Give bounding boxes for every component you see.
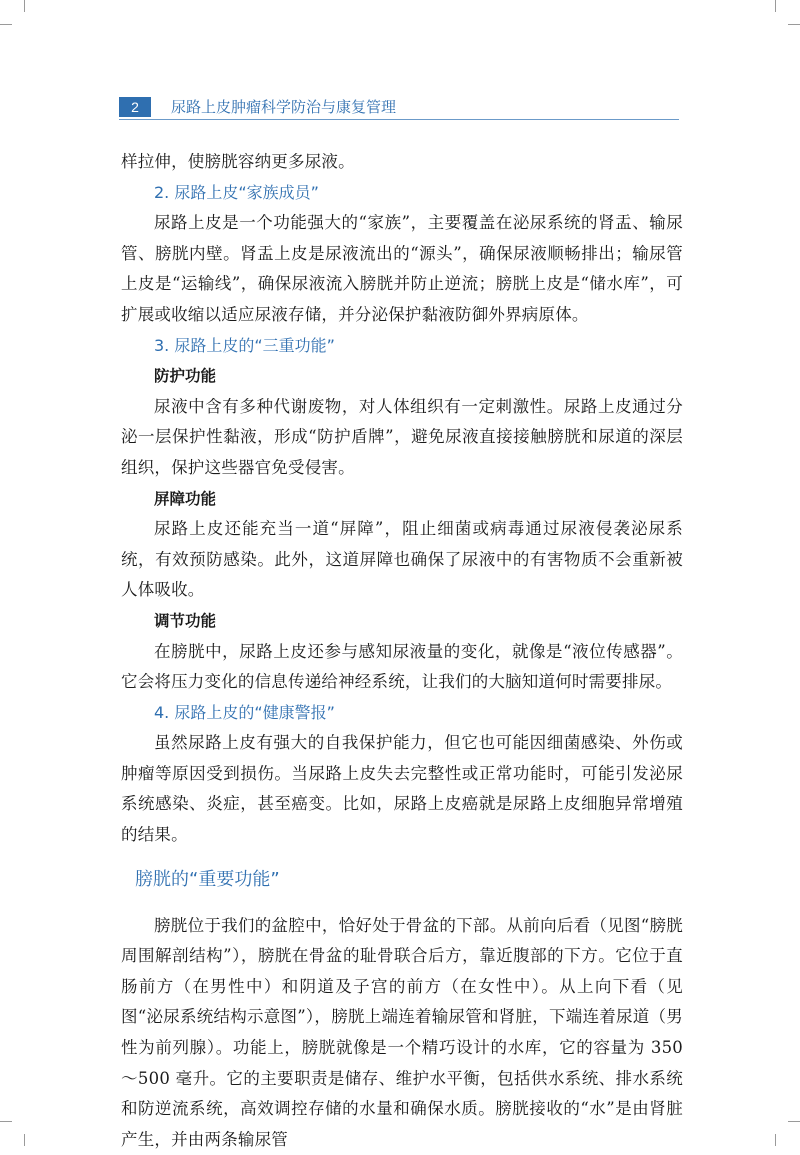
paragraph: 在膀胱中，尿路上皮还参与感知尿液量的变化，就像是“液位传感器”。它会将压力变化的信息传递给神经系统，让我们的大脑知道何时需要排尿。 [121, 641, 683, 692]
bold-heading: 屏障功能 [154, 489, 217, 508]
subheading: 4. 尿路上皮的“健康警报” [154, 702, 335, 722]
crop-mark [775, 0, 776, 12]
crop-mark [775, 1134, 776, 1146]
paragraph: 虽然尿路上皮有强大的自我保护能力，但它也可能因细菌感染、外伤或肿瘤等原因受到损伤。当尿路上皮失去完整性或正常功能时，可能引发泌尿系统感染、炎症，甚至癌变。比如，尿路上皮癌就是尿路上皮细胞异常增殖的结果。 [121, 733, 683, 845]
crop-mark [0, 1121, 12, 1122]
section-title: 膀胱的“重要功能” [135, 868, 280, 890]
crop-mark [788, 24, 800, 25]
bold-heading: 防护功能 [154, 367, 217, 386]
running-header [119, 97, 719, 119]
subheading: 2. 尿路上皮“家族成员” [154, 182, 319, 202]
crop-mark [24, 1134, 25, 1146]
paragraph: 膀胱位于我们的盆腔中，恰好处于骨盆的下部。从前向后看（见图“膀胱周围解剖结构”），膀胱在骨盆的耻骨联合后方，靠近腹部的下方。它位于直肠前方（在男性中）和阴道及子宫的前方（在女性中）。从上向下看（见图“泌尿系统结构示意图”），膀胱上端连着输尿管和肾脏，下端连着尿道（男性为前列腺）。功能上，膀胱就像是一个精巧设计的水库，它的容量为 350～500 毫升。它的主要职责是储存、维护水平衡，包括供水系统、排水系统和防逆流系统，高效调控存储的水量和确保水质。膀胱接收的“水”是由肾脏产生，并由两条输尿管 [121, 915, 683, 1149]
paragraph: 尿路上皮还能充当一道“屏障”，阻止细菌或病毒通过尿液侵袭泌尿系统，有效预防感染。此外，这道屏障也确保了尿液中的有害物质不会重新被人体吸收。 [121, 519, 683, 600]
header-rule [119, 119, 679, 120]
paragraph: 样拉伸，使膀胱容纳更多尿液。 [121, 152, 355, 171]
paragraph: 尿路上皮是一个功能强大的“家族”，主要覆盖在泌尿系统的肾盂、输尿管、膀胱内壁。肾盂上皮是尿液流出的“源头”，确保尿液顺畅排出；输尿管上皮是“运输线”，确保尿液流入膀胱并防止逆流；膀胱上皮是“储水库”，可扩展或收缩以适应尿液存储，并分泌保护黏液防御外界病原体。 [121, 213, 683, 324]
running-title: 尿路上皮肿瘤科学防治与康复管理 [171, 98, 397, 116]
page-body [121, 147, 683, 1155]
crop-mark [24, 0, 25, 12]
crop-mark [788, 1121, 800, 1122]
subheading: 3. 尿路上皮的“三重功能” [154, 335, 335, 355]
crop-mark [0, 24, 12, 25]
bold-heading: 调节功能 [154, 611, 217, 630]
paragraph: 尿液中含有多种代谢废物，对人体组织有一定刺激性。尿路上皮通过分泌一层保护性黏液，形成“防护盾牌”，避免尿液直接接触膀胱和尿道的深层组织，保护这些器官免受侵害。 [121, 396, 683, 477]
page-number: 2 [119, 97, 151, 117]
